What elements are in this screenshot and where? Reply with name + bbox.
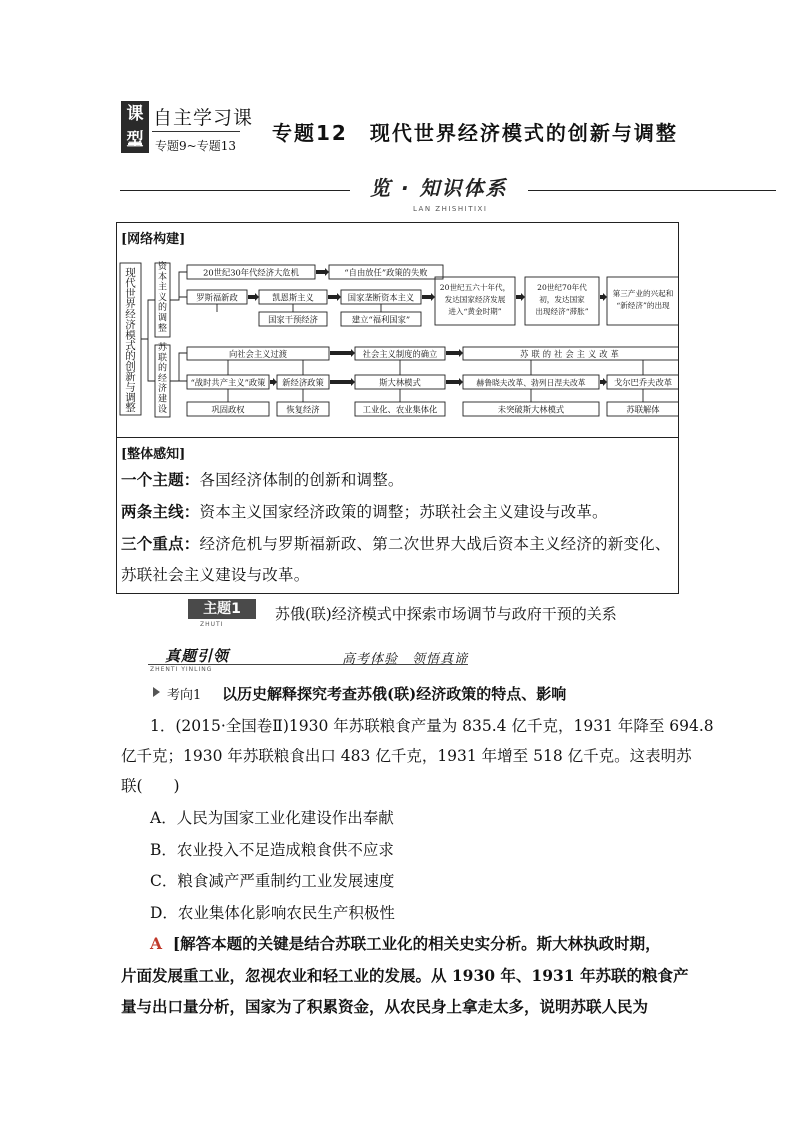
cap-node-new-economy-l2: “新经济”的出现 (616, 301, 670, 310)
capitalism-node-label: 资本主义的调整 (157, 262, 168, 334)
soviet-node-label: 苏联的经济建设 (157, 343, 168, 415)
zhenti-pinyin: ZHENTI YINLING (150, 666, 213, 673)
root-node-label: 现代世界经济模式的创新与调整 (125, 267, 136, 415)
cap-node-crisis: 20世纪30年代经济大危机 (203, 267, 299, 278)
cap-node-new-deal: 罗斯福新政 (196, 292, 238, 303)
triangle-marker-icon (153, 687, 160, 697)
theme-badge: 主题1 (188, 599, 256, 619)
lesson-type-badge (121, 101, 149, 153)
answer-letter: A (150, 934, 163, 953)
cap-node-stagflation-l1: 20世纪70年代 (537, 283, 587, 292)
box-divider (116, 437, 679, 438)
lesson-type-mark (128, 143, 142, 145)
sov-node-recover: 恢复经济 (286, 404, 320, 415)
overall-line-1 (121, 470, 404, 490)
page-title: 专题12 现代世界经济模式的创新与调整 (272, 121, 678, 145)
overall-line-2-body: 资本主义国家经济政策的调整；苏联社会主义建设与改革。 (199, 503, 608, 521)
sov-node-gorbachev: 戈尔巴乔夫改革 (613, 377, 673, 388)
answer-explanation-line-3: 量与出口量分析，国家为了积累资金，从农民身上拿走太多，说明苏联人民为 (121, 997, 649, 1016)
sov-node-stalin-model: 斯大林模式 (379, 377, 421, 388)
zhenti-title: 真题引领 (165, 647, 230, 665)
overall-line-2 (121, 502, 608, 522)
sov-node-no-breakthrough: 未突破斯大林模式 (497, 404, 565, 415)
cap-node-golden-age-l1: 20世纪五六十年代， (439, 283, 511, 292)
question-line-1: 1．(2015·全国卷Ⅱ)1930 年苏联粮食产量为 835.4 亿千克，1931 年降至 694.8 (150, 717, 714, 735)
cap-node-stagflation-l3: 出现经济“滞胀” (535, 307, 589, 316)
cap-node-intervention: 国家干预经济 (268, 314, 318, 325)
overall-label: [整体感知] (121, 447, 186, 462)
option-c: C．粮食减产严重制约工业发展速度 (150, 872, 395, 890)
overall-line-4: 苏联社会主义建设与改革。 (121, 566, 310, 584)
lesson-type-char-1: 课 (126, 104, 144, 124)
theme-title: 苏俄(联)经济模式中探索市场调节与政府干预的关系 (275, 605, 617, 623)
network-label: [网络构建] (121, 232, 186, 247)
explanation-text-1: [解答本题的关键是结合苏联工业化的相关史实分析。斯大林执政时期， (172, 934, 661, 953)
sov-node-transition: 向社会主义过渡 (228, 349, 288, 359)
section-rule-right (528, 190, 776, 191)
kaoxiang-title: 以历史解释探究考查苏俄(联)经济政策的特点、影响 (222, 685, 567, 703)
cap-node-golden-age-l3: 进入“黄金时期” (448, 307, 502, 316)
overall-line-1-body: 各国经济体制的创新和调整。 (199, 471, 404, 489)
question-line-3: 联( ) (121, 777, 180, 795)
sov-node-nep: 新经济政策 (282, 377, 324, 388)
sov-node-war-communism: “战时共产主义”政策 (190, 377, 266, 388)
section-rule-left (120, 190, 350, 191)
answer-explanation-line-2: 片面发展重工业，忽视农业和轻工业的发展。从 1930 年、1931 年苏联的粮食产 (121, 966, 689, 985)
cap-node-state-monopoly: 国家垄断资本主义 (347, 292, 415, 303)
sov-node-khrushchev-brezhnev: 赫鲁晓夫改革、勃列日涅夫改革 (476, 378, 586, 388)
answer-explanation-line-1 (150, 934, 661, 954)
question-line-2: 亿千克；1930 年苏联粮食出口 483 亿千克，1931 年增至 518 亿千克。这表明苏 (121, 747, 692, 765)
overall-line-3-head: 三个重点： (121, 534, 200, 553)
cap-node-golden-age-l2: 发达国家经济发展 (444, 295, 506, 304)
option-d: D．农业集体化影响农民生产积极性 (150, 904, 395, 922)
cap-node-stagflation-l2: 初，发达国家 (539, 295, 585, 304)
sov-node-industrialization: 工业化、农业集体化 (362, 404, 438, 415)
theme-pinyin: ZHUTI (200, 621, 224, 628)
overall-line-2-head: 两条主线： (121, 502, 200, 521)
course-subtitle: 专题9~专题13 (155, 139, 236, 153)
kaoxiang-label: 考向1 (167, 688, 202, 703)
knowledge-network-diagram (117, 257, 679, 437)
option-b: B．农业投入不足造成粮食供不应求 (150, 841, 394, 859)
option-a: A．人民为国家工业化建设作出奉献 (150, 809, 394, 827)
sov-node-reform: 苏联的社会主义改革 (520, 349, 622, 359)
section-title-pinyin: LAN ZHISHITIXI (413, 205, 488, 213)
zhenti-subtitle: 高考体验 领悟真谛 (342, 652, 469, 667)
sov-node-dissolution: 苏联解体 (626, 404, 660, 415)
sov-node-establish: 社会主义制度的确立 (362, 349, 438, 359)
course-title: 自主学习课 (153, 107, 254, 129)
cap-node-welfare: 建立“福利国家” (351, 314, 411, 325)
overall-line-1-head: 一个主题： (121, 470, 200, 489)
lesson-type-char-2: 型 (126, 130, 144, 150)
overall-line-3-body: 经济危机与罗斯福新政、第二次世界大战后资本主义经济的新变化、 (199, 535, 671, 553)
cap-node-keynes: 凯恩斯主义 (272, 292, 314, 303)
section-title-overview: 览 · 知识体系 (370, 176, 508, 200)
sov-node-consolidate: 巩固政权 (211, 404, 245, 415)
cap-node-new-economy-l1: 第三产业的兴起和 (612, 289, 674, 298)
cap-node-laissez: “自由放任”政策的失败 (344, 267, 428, 278)
overall-line-3 (121, 534, 671, 554)
course-title-underline (152, 131, 240, 132)
